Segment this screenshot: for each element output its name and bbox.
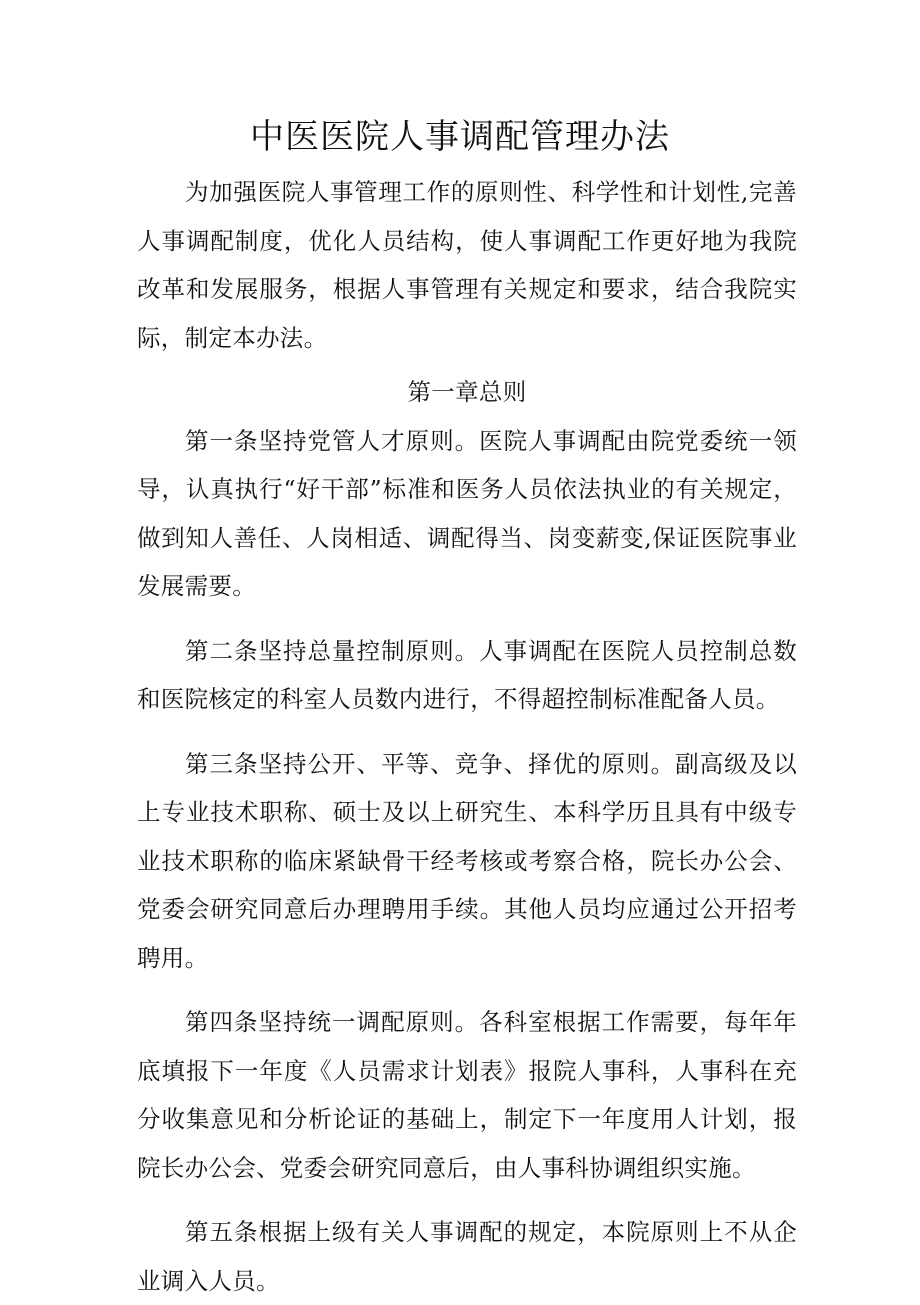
document-title: 中医医院人事调配管理办法 [250,117,670,157]
article-1: 第一条坚持党管人才原则。医院人事调配由院党委统一领导，认真执行“好干部”标准和医务人员依法执业的有关规定，做到知人善任、人岗相适、调配得当、岗变薪变,保证医院事业发展需要。 [137,426,797,600]
intro-paragraph: 为加强医院人事管理工作的原则性、科学性和计划性,完善人事调配制度，优化人员结构，使人事调配工作更好地为我院改革和发展服务，根据人事管理有关规定和要求，结合我院实际，制定本办法。 [137,178,797,352]
article-3: 第三条坚持公开、平等、竞争、择优的原则。副高级及以上专业技术职称、硕士及以上研究生、本科学历且具有中级专业技术职称的临床紧缺骨干经考核或考察合格，院长办公会、党委会研究同意后办理聘用手续。其他人员均应通过公开招考聘用。 [137,749,797,972]
article-4: 第四条坚持统一调配原则。各科室根据工作需要，每年年底填报下一年度《人员需求计划表》报院人事科，人事科在充分收集意见和分析论证的基础上，制定下一年度用人计划，报院长办公会、党委会研究同意后，由人事科协调组织实施。 [137,1008,797,1182]
article-5: 第五条根据上级有关人事调配的规定，本院原则上不从企业调入人员。 [137,1218,797,1295]
document-body [137,168,797,1305]
article-2: 第二条坚持总量控制原则。人事调配在医院人员控制总数和医院核定的科室人员数内进行，不得超控制标准配备人员。 [137,636,797,713]
chapter-heading: 第一章总则 [407,378,527,406]
